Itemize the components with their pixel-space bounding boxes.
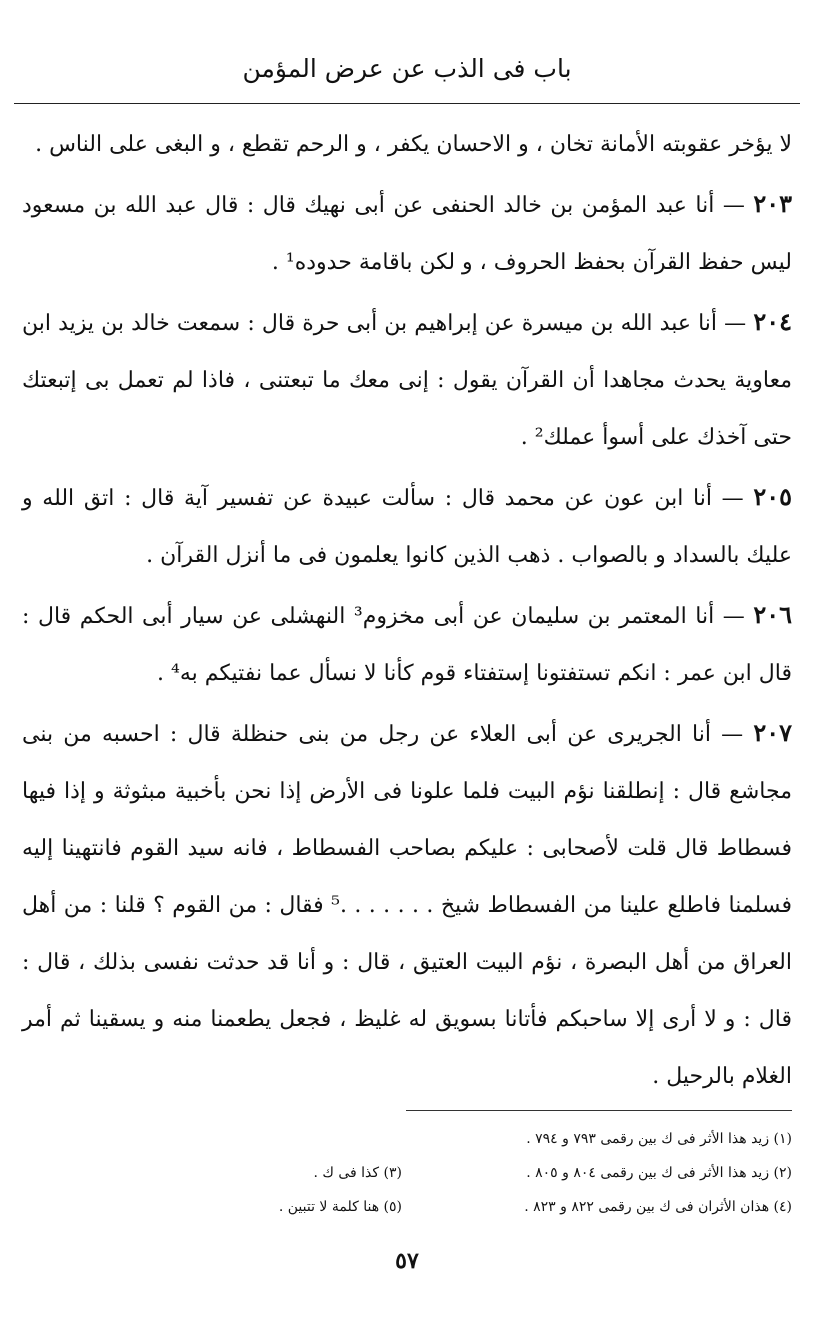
entry-dash: — xyxy=(710,722,744,747)
entry-number: ٢٠٦ xyxy=(753,600,792,629)
entry-203 xyxy=(22,175,792,291)
intro-paragraph: لا يؤخر عقوبته الأمانة تخان ، و الاحسان يكفر ، و الرحم تقطع ، و البغى على الناس . xyxy=(35,132,792,157)
footnote-5: (٥) هنا كلمة لا تتبين . xyxy=(278,1199,402,1215)
entry-dash: — xyxy=(717,311,747,336)
entry-dash: — xyxy=(712,486,744,511)
footnote-rule xyxy=(406,1110,792,1111)
entry-text: أنا المعتمر بن سليمان عن أبى مخزوم³ النهشلى عن سيار أبى الحكم قال : قال ابن عمر : انكم تستفتونا إستفتاء قوم كأنا لا نسأل عما نفتيكم به⁴ . xyxy=(22,604,792,686)
page-number: ٥٧ xyxy=(395,1248,419,1274)
footnote-row xyxy=(22,1156,792,1190)
entry-number: ٢٠٣ xyxy=(753,189,792,218)
running-header: باب فى الذب عن عرض المؤمن xyxy=(242,54,572,83)
entry-text: أنا عبد المؤمن بن خالد الحنفى عن أبى نهيك قال : قال عبد الله بن مسعود ليس حفظ القرآن بحفظ الحروف ، و لكن باقامة حدوده¹ . xyxy=(22,193,792,275)
entry-207 xyxy=(22,704,792,1105)
footnote-3: (٣) كذا فى ك . xyxy=(313,1165,402,1181)
entry-number: ٢٠٥ xyxy=(753,482,792,511)
entry-dash: — xyxy=(714,604,745,629)
header-rule xyxy=(14,103,800,104)
entry-204 xyxy=(22,293,792,466)
footnote-row xyxy=(22,1190,792,1224)
footnote-2: (٢) زيد هذا الأثر فى ك بين رقمى ٨٠٤ و ٨٠٥ . xyxy=(526,1165,792,1181)
entry-text: أنا الجريرى عن أبى العلاء عن رجل من بنى حنظلة قال : احسبه من بنى مجاشع قال : إنطلقنا نؤم البيت فلما علونا فى الأرض إذا نحن بأخبية مبثوثة و إذا فيها فسطاط قال قلت لأصحابى : عليكم بصاحب الفسطاط ، فانه سيد القوم فانتهينا إليه فسلمنا فاطلع علينا من الفسطاط شيخ . . . . . . .⁵ فقال : من القوم ؟ قلنا : من أهل العراق من أهل البصرة ، نؤم البيت العتيق ، قال : و أنا قد حدثت نفسى بذلك ، قال : قال : و لا أرى إلا ساحبكم فأتانا بسويق له غليظ ، فجعل يطعمنا منه و يسقينا ثم أمر الغلام بالرحيل . xyxy=(22,722,792,1089)
entry-number: ٢٠٤ xyxy=(753,307,792,336)
entry-206 xyxy=(22,586,792,702)
entry-205 xyxy=(22,468,792,584)
entry-dash: — xyxy=(714,193,745,218)
footnote-row xyxy=(22,1122,792,1156)
footnote-4: (٤) هذان الأثران فى ك بين رقمى ٨٢٢ و ٨٢٣ . xyxy=(524,1199,792,1215)
footnotes xyxy=(22,1122,792,1224)
entry-number: ٢٠٧ xyxy=(753,718,792,747)
entry-text: أنا ابن عون عن محمد قال : سألت عبيدة عن تفسير آية قال : اتق الله و عليك بالسداد و بالصواب . ذهب الذين كانوا يعلمون فى ما أنزل القرآن . xyxy=(22,486,792,568)
main-text xyxy=(22,116,792,1105)
entry-text: أنا عبد الله بن ميسرة عن إبراهيم بن أبى حرة قال : سمعت خالد بن يزيد ابن معاوية يحدث مجاهدا أن القرآن يقول : إنى معك ما تبعتنى ، فاذا لم تعمل بى إتبعتك حتى آخذك على أسوأ عملك² . xyxy=(22,311,792,450)
footnote-1: (١) زيد هذا الأثر فى ك بين رقمى ٧٩٣ و ٧٩٤ . xyxy=(526,1131,792,1147)
